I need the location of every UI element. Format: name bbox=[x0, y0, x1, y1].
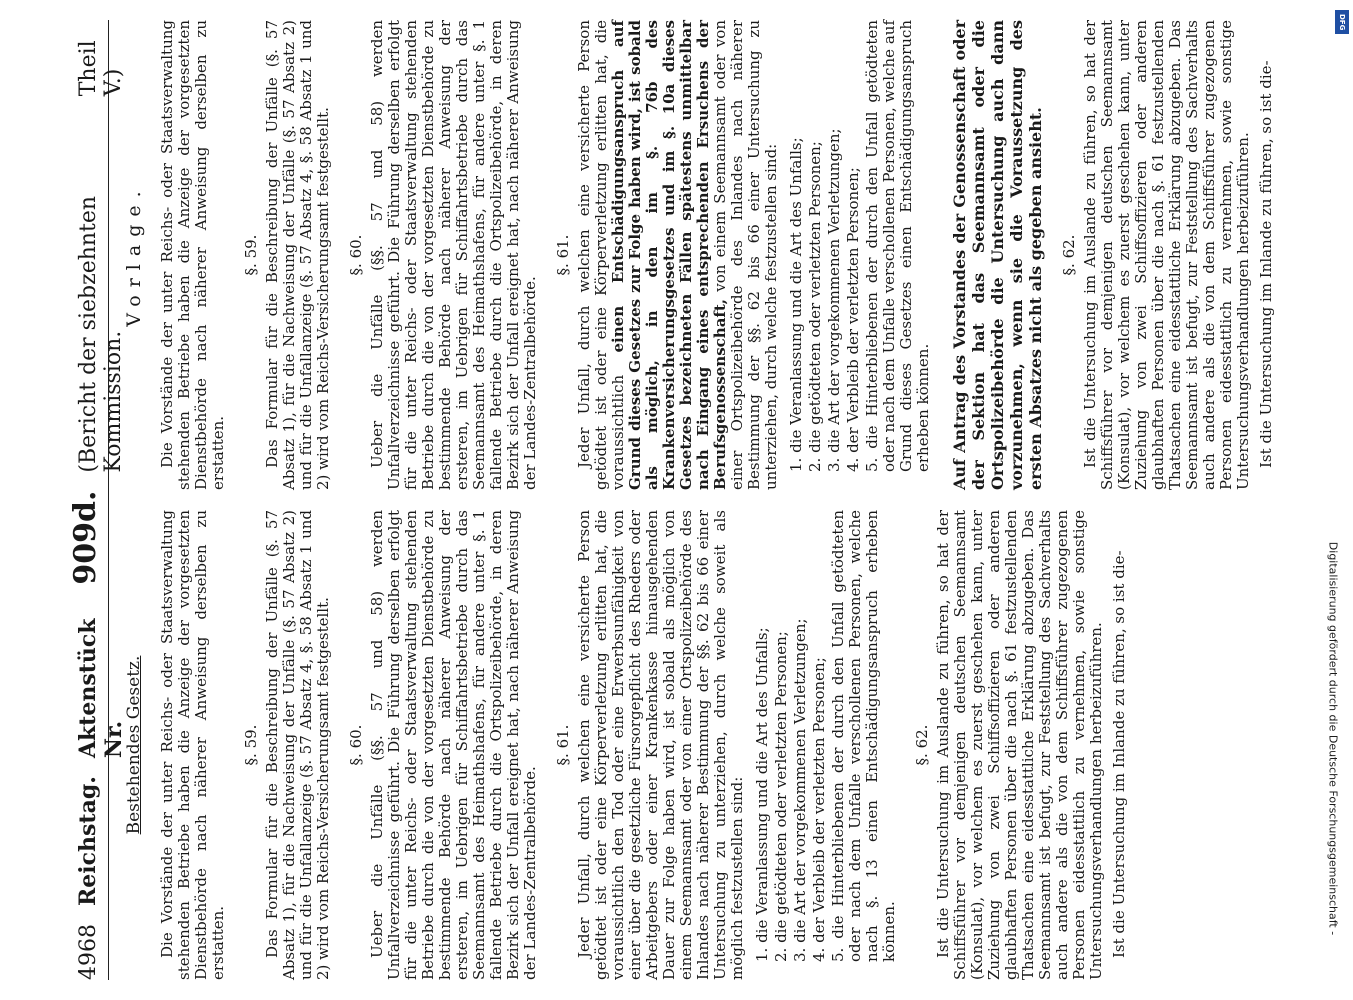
section-text: Das Formular für die Beschreibung der Unfälle (§. 57 Absatz 1), für die Nachweisung der Unfälle (§. 57 Absatz 2) und für die Unfallanzeige (§. 57 Absatz 4, §. 58 Absatz 1 und 2) wird vom Reichs-Versicherungsamt festgestellt. bbox=[263, 510, 332, 980]
section-text-part: Jeder Unfall, durch welchen eine versicherte Person getödtet ist oder eine Körperverletzung erlitten hat, die voraussichtlich bbox=[575, 20, 627, 490]
existing-law-column bbox=[118, 510, 1298, 980]
dfg-logo: DFG bbox=[1335, 10, 1349, 34]
section-heading: §. 59. bbox=[242, 234, 260, 276]
section-heading: §. 60. bbox=[347, 724, 365, 766]
section-text: Ueber die Unfälle (§§. 57 und 58) werden Unfallverzeichnisse geführt. Die Führung derselben erfolgt für die unter Reichs- oder Staatsverwaltung stehenden Betriebe durch die von der vorgesetzten Dienstbehörde zu bestimmende Behörde nach näherer Anweisung der ersteren, im Uebrigen für Schiffahrtsbetriebe durch das Seemannsamt des Heimathshafens, für andere unter §. 1 fallende Betriebe durch die Ortspolizeibehörde, in deren Bezirk sich der Unfall ereignet hat, nach näherer Anweisung der Landes-Zentralbehörde. bbox=[368, 510, 539, 980]
motion-text: Auf Antrag des Vorstandes der Genossenschaft oder der Sektion hat das Seemannsamt oder die Ortspolizeibehörde die Untersuchung auch dann vorzunehmen, wenn sie die Voraussetzung des ersten Absatzes nicht als gegeben ansieht. bbox=[950, 20, 1045, 490]
list-item: 5. die Hinterbliebenen der durch den Unfall getödteten oder nach dem Unfalle verschollenen Personen, welche auf Grund dieses Gesetzes einen Entschädigungsanspruch erheben können. bbox=[863, 20, 932, 472]
list-item: 5. die Hinterbliebenen der durch den Unfall getödteten oder nach dem Unfalle verschollenen Personen, welche nach §. 13 einen Entschädigungsanspruch erheben können. bbox=[829, 510, 898, 962]
column-title: Vorlage. bbox=[123, 183, 145, 327]
paper-name: Reichstag. bbox=[75, 776, 101, 906]
section-text-part: von einem Seemannsamt oder von einer Ortspolizeibehörde des Inlandes nach näherer Bestimmung der §§. 62 bis 66 einer Untersuchung zu unterziehen, durch welche festzustellen sind: bbox=[711, 20, 780, 490]
doc-number: 909d. bbox=[68, 490, 103, 585]
list-item: 2. die getödteten oder verletzten Personen; bbox=[772, 631, 790, 962]
part-label: Theil V.) bbox=[76, 40, 126, 97]
section-text: Ist die Untersuchung im Auslande zu führen, so hat der Schiffsführer vor demjenigen deutschen Seemannsamt (Konsulat), vor welchem es zuerst geschehen kann, unter Zuziehung von zwei Schiffsoffizieren oder anderen glaubhaften Personen über die nach §. 61 festzustellenden Thatsachen eine eidesstattliche Erklärung abzugeben. Das Seemannsamt ist befugt, zur Feststellung des Sachverhalts auch andere als die von dem Schiffsführer zugezogenen Personen eidesstattlich zu vernehmen, sowie sonstige Untersuchungsverhandlungen herbeizuführen. bbox=[1081, 20, 1252, 490]
item-list bbox=[788, 20, 932, 472]
section-heading: §. 61. bbox=[554, 724, 572, 766]
page-number: 4968 bbox=[76, 924, 101, 980]
proposal-column bbox=[118, 20, 1298, 490]
section-heading: §. 62. bbox=[913, 724, 931, 766]
rotated-page bbox=[18, 0, 1318, 1000]
digitization-note-text: Digitalisierung gefördert durch die Deutsche Forschungsgemeinschaft - bbox=[1326, 541, 1340, 936]
intro-paragraph: Die Vorstände der unter Reichs- oder Staatsverwaltung stehenden Betriebe haben die Anzeige der vorgesetzten Dienstbehörde nach näherer Anweisung derselben zu erstatten. bbox=[158, 20, 227, 490]
list-item: 1. die Veranlassung und die Art des Unfalls; bbox=[787, 137, 805, 472]
page-header bbox=[68, 20, 127, 980]
item-list bbox=[754, 510, 898, 962]
list-item: 2. die getödteten oder verletzten Personen; bbox=[806, 141, 824, 472]
report-title: (Bericht der siebzehnten Kommission. bbox=[76, 195, 126, 473]
section-text: Das Formular für die Beschreibung der Unfälle (§. 57 Absatz 1), für die Nachweisung der Unfälle (§. 57 Absatz 2) und für die Unfallanzeige (§. 57 Absatz 4, §. 58 Absatz 1 und 2) wird vom Reichs-Versicherungsamt festgestellt. bbox=[263, 20, 332, 490]
section-heading: §. 62. bbox=[1060, 234, 1078, 276]
section-text: Ist die Untersuchung im Auslande zu führen, so hat der Schiffsführer vor demjenigen deutschen Seemannsamt (Konsulat), vor welchem es zuerst geschehen kann, unter Zuziehung von zwei Schiffsoffizieren oder anderen glaubhaften Personen über die nach §. 61 festzustellenden Thatsachen eine eidesstattliche Erklärung abzugeben. Das Seemannsamt ist befugt, zur Feststellung des Sachverhalts auch andere als die von dem Schiffsführer zugezogenen Personen eidesstattlich zu vernehmen, sowie sonstige Untersuchungsverhandlungen herbeizuführen. bbox=[934, 510, 1105, 980]
section-text bbox=[576, 20, 780, 490]
list-item: 3. die Art der vorgekommenen Verletzungen; bbox=[825, 128, 843, 472]
section-text-continued: Ist die Untersuchung im Inlande zu führen, so ist die- bbox=[1110, 550, 1128, 958]
section-heading: §. 61. bbox=[554, 234, 572, 276]
doc-label: Aktenstück Nr. bbox=[75, 618, 127, 759]
list-item: 4. der Verbleib der verletzten Personen; bbox=[810, 657, 828, 962]
column-title: Bestehendes Gesetz. bbox=[124, 655, 144, 835]
section-text: Jeder Unfall, durch welchen eine versicherte Person getödtet ist oder eine Körperverletzung erlitten hat, die voraussichtlich den Tod oder eine Erwerbsunfähigkeit von einer über die gesetzliche Fürsorgepflicht des Rheders oder Arbeitgebers oder einer Krankenkasse hinausgehenden Dauer zur Folge haben wird, ist sobald als möglich von einem Seemannsamt oder von einer Ortspolizeibehörde des Inlandes nach näherer Bestimmung der §§. 62 bis 66 einer Untersuchung zu unterziehen, durch welche soweit als möglich festzustellen sind: bbox=[575, 510, 746, 980]
digitization-note bbox=[1320, 500, 1346, 980]
list-item: 3. die Art der vorgekommenen Verletzungen; bbox=[791, 618, 809, 962]
emphasized-text: einen Entschädigungsanspruch auf Grund dieses Gesetzes zur Folge haben wird, ist sobald als möglich, in den im §. 76b des Krankenversicherungsgesetzes und im §. 10a dieses Gesetzes bezeichneten Fällen spätestens unmittelbar nach Eingang eines entsprechenden Ersuchens der Berufsgenossenschaft, bbox=[609, 20, 729, 490]
list-item: 1. die Veranlassung und die Art des Unfalls; bbox=[753, 627, 771, 962]
section-heading: §. 59. bbox=[242, 724, 260, 766]
intro-paragraph: Die Vorstände der unter Reichs- oder Staatsverwaltung stehenden Betriebe haben die Anzeige der vorgesetzten Dienstbehörde nach näherer Anweisung derselben zu erstatten. bbox=[158, 510, 227, 980]
section-text: Ueber die Unfälle (§§. 57 und 58) werden Unfallverzeichnisse geführt. Die Führung derselben erfolgt für die unter Reichs- oder Staatsverwaltung stehenden Betriebe durch die von der vorgesetzten Dienstbehörde zu bestimmende Behörde nach näherer Anweisung der ersteren, im Uebrigen für Schiffahrtsbetriebe durch das Seemannsamt des Heimathshafens, für andere unter §. 1 fallende Betriebe durch die Ortspolizeibehörde, in deren Bezirk sich der Unfall ereignet hat, nach näherer Anweisung der Landes-Zentralbehörde. bbox=[368, 20, 539, 490]
list-item: 4. der Verbleib der verletzten Personen; bbox=[844, 167, 862, 472]
section-text-continued: Ist die Untersuchung im Inlande zu führen, so ist die- bbox=[1257, 60, 1275, 468]
section-heading: §. 60. bbox=[347, 234, 365, 276]
